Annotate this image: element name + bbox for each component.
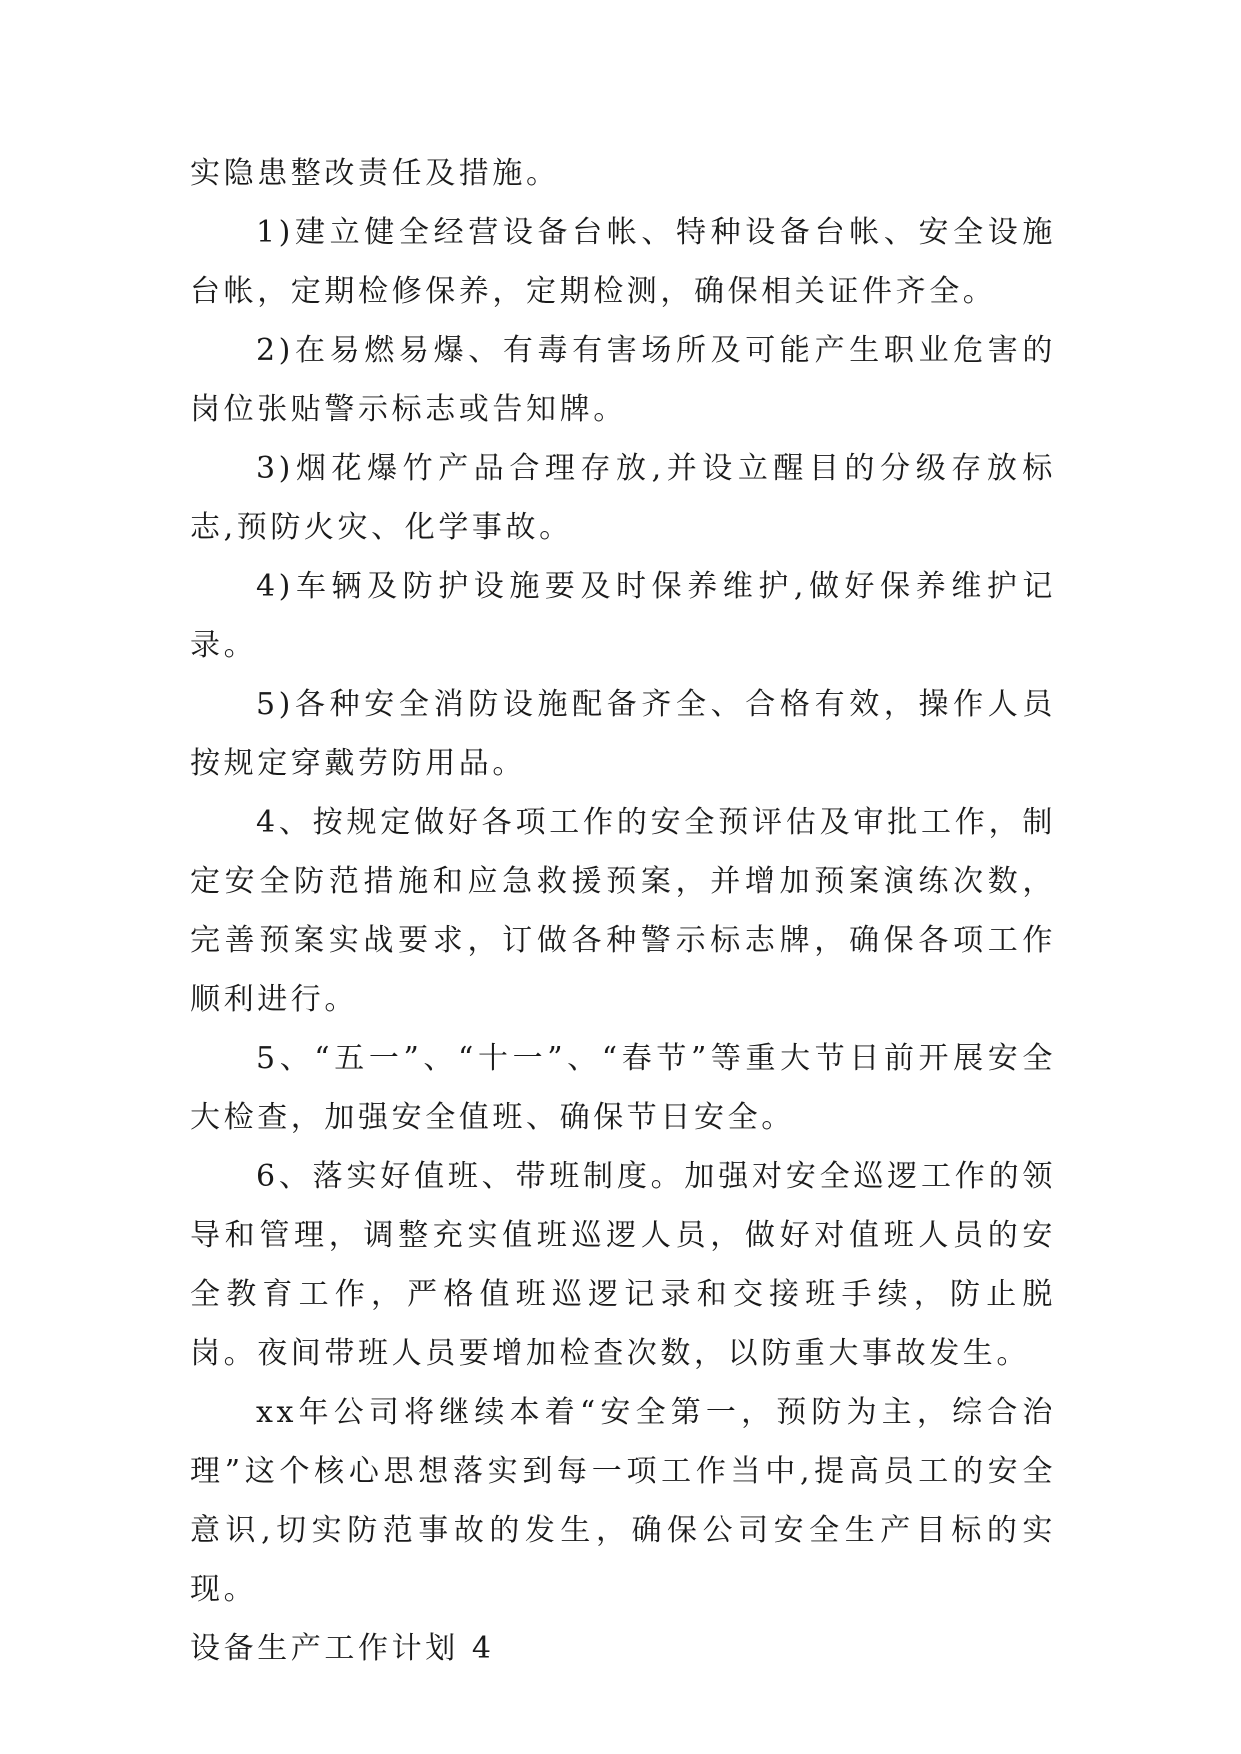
paragraph-section-5: 5、“五一”、“十一”、“春节”等重大节日前开展安全大检查，加强安全值班、确保节日安全。 [190, 1041, 1056, 1135]
document-body [190, 144, 1056, 1678]
paragraph-section-6: 6、落实好值班、带班制度。加强对安全巡逻工作的领导和管理，调整充实值班巡逻人员，做好对值班人员的安全教育工作，严格值班巡逻记录和交接班手续，防止脱岗。夜间带班人员要增加检查次数，以防重大事故发生。 [190, 1159, 1056, 1371]
paragraph-item-1: 1)建立健全经营设备台帐、特种设备台帐、安全设施台帐，定期检修保养，定期检测，确保相关证件齐全。 [190, 215, 1056, 309]
paragraph-section-4: 4、按规定做好各项工作的安全预评估及审批工作，制定安全防范措施和应急救援预案，并增加预案演练次数，完善预案实战要求，订做各种警示标志牌，确保各项工作顺利进行。 [190, 805, 1056, 1017]
section-heading: 设备生产工作计划 4 [190, 1631, 495, 1666]
paragraph-item-2: 2)在易燃易爆、有毒有害场所及可能产生职业危害的岗位张贴警示标志或告知牌。 [190, 333, 1056, 427]
paragraph-item-3: 3)烟花爆竹产品合理存放,并设立醒目的分级存放标志,预防火灾、化学事故。 [190, 451, 1056, 545]
paragraph-conclusion: xx年公司将继续本着“安全第一，预防为主，综合治理”这个核心思想落实到每一项工作当中,提高员工的安全意识,切实防范事故的发生，确保公司安全生产目标的实现。 [190, 1395, 1056, 1607]
paragraph-continuation: 实隐患整改责任及措施。 [190, 156, 560, 191]
paragraph-item-5: 5)各种安全消防设施配备齐全、合格有效，操作人员按规定穿戴劳防用品。 [190, 687, 1056, 781]
paragraph-item-4: 4)车辆及防护设施要及时保养维护,做好保养维护记录。 [190, 569, 1056, 663]
